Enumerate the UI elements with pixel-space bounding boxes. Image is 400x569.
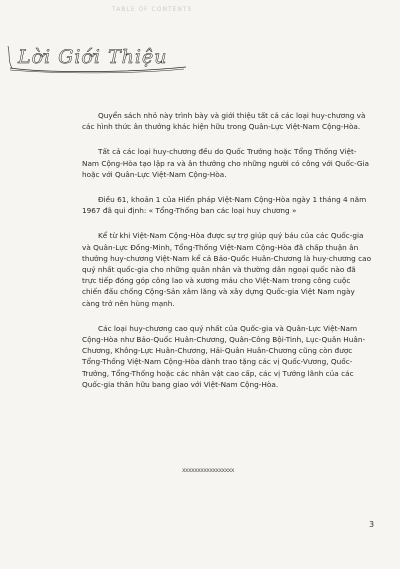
paragraph-4: Kể từ khi Việt-Nam Cộng-Hòa được sự trợ giúp quý báu của các Quốc-gia và Quân-Lực Đồng-Minh, Tổng-Thống Việt-Nam Cộng-Hòa đã chấp thuận ân thưởng huy-chương Việt-Nam kể cả Bảo-Quốc Huân-Chương là huy-chương cao quý nhất quốc-gia cho những quân nhân và thường dân ngoại quốc nào đã trực tiếp đóng góp công lao và xương máu cho Việt-Nam trong công cuộc chiến đấu chống Cộng-Sản xâm lăng và xây dựng Quốc-gia Việt Nam ngày càng trở nên hùng mạnh. — [82, 231, 372, 308]
paragraph-3: Điều 61, khoản 1 của Hiến pháp Việt-Nam Cộng-Hòa ngày 1 tháng 4 năm 1967 đã qui định: « Tổng-Thống ban các loại huy chương » — [82, 195, 367, 216]
page-title: Lời Giới Thiệu — [18, 46, 168, 68]
paragraph-2: Tất cả các loại huy-chương đều do Quốc Trưởng hoặc Tổng Thống Việt-Nam Cộng-Hòa tạo lập ra và ân thưởng cho những người có công với Quốc-Gia hoặc với Quân-Lực Việt-Nam Cộng-Hòa. — [82, 147, 370, 179]
body-text — [82, 110, 372, 404]
bleed-through-text: TABLE OF CONTENTS — [112, 6, 193, 13]
section-ornament: xxxxxxxxxxxxxxxxx — [182, 467, 234, 474]
page-number: 3 — [369, 520, 375, 529]
paragraph-1: Quyển sách nhỏ này trình bày và giới thiệu tất cả các loại huy-chương và các hình thức ân thưởng khác hiện hữu trong Quân-Lực Việt-Nam Cộng-Hòa. — [82, 111, 366, 132]
paragraph-5: Các loại huy-chương cao quý nhất của Quốc-gia và Quân-Lực Việt-Nam Cộng-Hòa như Bảo-Quốc Huân-Chương, Quân-Công Bội-Tinh, Lục-Quân Huân-Chương, Không-Lực Huân-Chương, Hải-Quân Huân-Chương cũng còn được Tổng-Thống Việt-Nam Cộng-Hòa dành trao tặng các vị Quốc-Vương, Quốc-Trưởng, Tổng-Thống hoặc các nhân vật cao cấp, các vị Tướng lãnh của các Quốc-gia thân hữu bang giao với Việt-Nam Cộng-Hòa. — [82, 323, 366, 389]
heading-block — [6, 40, 246, 80]
